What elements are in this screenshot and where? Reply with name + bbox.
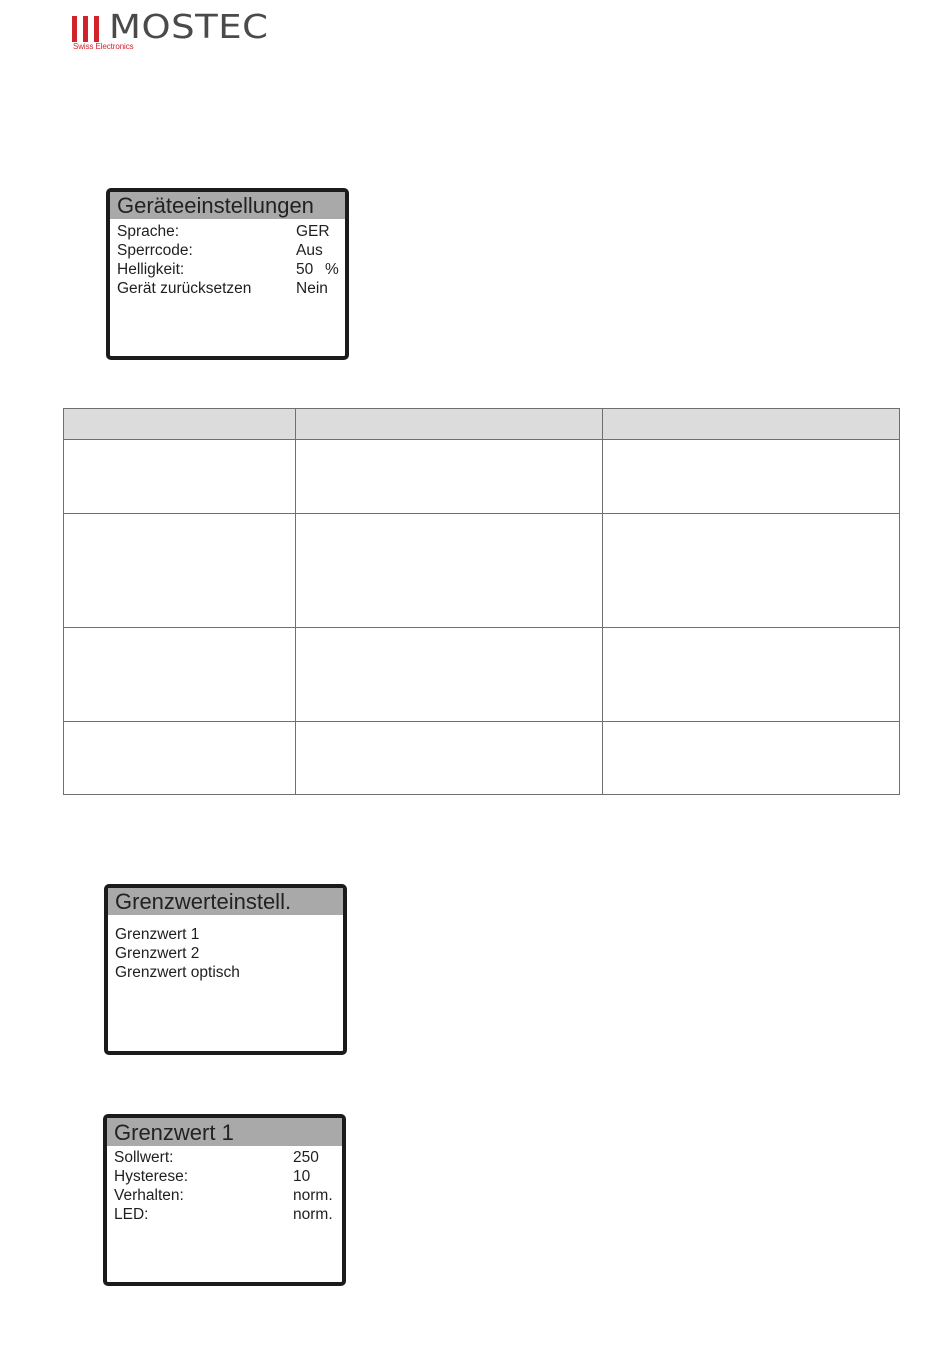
- table-cell: [296, 440, 603, 514]
- table-header-cell: [603, 409, 900, 440]
- table-row: [64, 440, 900, 514]
- setting-value: 250: [293, 1149, 319, 1166]
- table-cell: [603, 440, 900, 514]
- menu-item-limit-1: [108, 925, 343, 944]
- setting-value: GER: [296, 223, 330, 240]
- table-header-cell: [64, 409, 296, 440]
- setting-label: Helligkeit:: [117, 261, 185, 278]
- table-row: [64, 628, 900, 722]
- menu-item-limit-2: [108, 944, 343, 963]
- logo-wordmark: MOSTEC: [109, 7, 269, 46]
- screen-body: [107, 1146, 342, 1224]
- table-cell: [64, 722, 296, 795]
- table-cell: [603, 722, 900, 795]
- mostec-logo: [72, 7, 312, 52]
- table-row: [64, 722, 900, 795]
- setting-value: Nein: [296, 280, 328, 297]
- setting-label: Sperrcode:: [117, 242, 193, 259]
- table-cell: [296, 514, 603, 628]
- setting-row-led: [107, 1205, 342, 1224]
- table-cell: [296, 722, 603, 795]
- setting-label: Gerät zurücksetzen: [117, 280, 252, 297]
- setting-value: norm.: [293, 1206, 333, 1223]
- table-cell: [603, 514, 900, 628]
- menu-item-label: Grenzwert optisch: [115, 964, 240, 981]
- setting-unit: %: [325, 261, 339, 278]
- logo-bars-mark: [72, 16, 102, 42]
- table-cell: [64, 440, 296, 514]
- table-header-cell: [296, 409, 603, 440]
- table-row: [64, 514, 900, 628]
- screen-title: Geräteeinstellungen: [110, 192, 345, 219]
- setting-value: 10: [293, 1168, 311, 1185]
- menu-item-label: Grenzwert 2: [115, 945, 200, 962]
- device-settings-screen: [106, 188, 349, 360]
- limit-1-screen: [103, 1114, 346, 1286]
- setting-row-hysteresis: [107, 1167, 342, 1186]
- setting-row-brightness: [110, 260, 345, 279]
- screen-body: [110, 219, 345, 298]
- setting-value: norm.: [293, 1187, 333, 1204]
- setting-value: 50: [296, 261, 314, 278]
- setting-label: Sprache:: [117, 223, 180, 240]
- settings-table: [63, 408, 900, 795]
- setting-row-language: [110, 222, 345, 241]
- setting-row-reset: [110, 279, 345, 298]
- setting-label: Hysterese:: [114, 1168, 189, 1185]
- screen-title: Grenzwerteinstell.: [108, 888, 343, 915]
- setting-label: Sollwert:: [114, 1149, 174, 1166]
- setting-label: Verhalten:: [114, 1187, 184, 1204]
- setting-value: Aus: [296, 242, 323, 259]
- table-header-row: [64, 409, 900, 440]
- setting-row-setpoint: [107, 1148, 342, 1167]
- setting-label: LED:: [114, 1206, 149, 1223]
- menu-item-limit-optical: [108, 963, 343, 982]
- limit-settings-screen: [104, 884, 347, 1055]
- table-cell: [296, 628, 603, 722]
- screen-menu: [108, 915, 343, 982]
- logo-tagline: Swiss Electronics: [73, 42, 134, 51]
- table-cell: [64, 628, 296, 722]
- table-cell: [64, 514, 296, 628]
- menu-item-label: Grenzwert 1: [115, 926, 200, 943]
- setting-row-lockcode: [110, 241, 345, 260]
- setting-row-behavior: [107, 1186, 342, 1205]
- table-cell: [603, 628, 900, 722]
- screen-title: Grenzwert 1: [107, 1118, 342, 1146]
